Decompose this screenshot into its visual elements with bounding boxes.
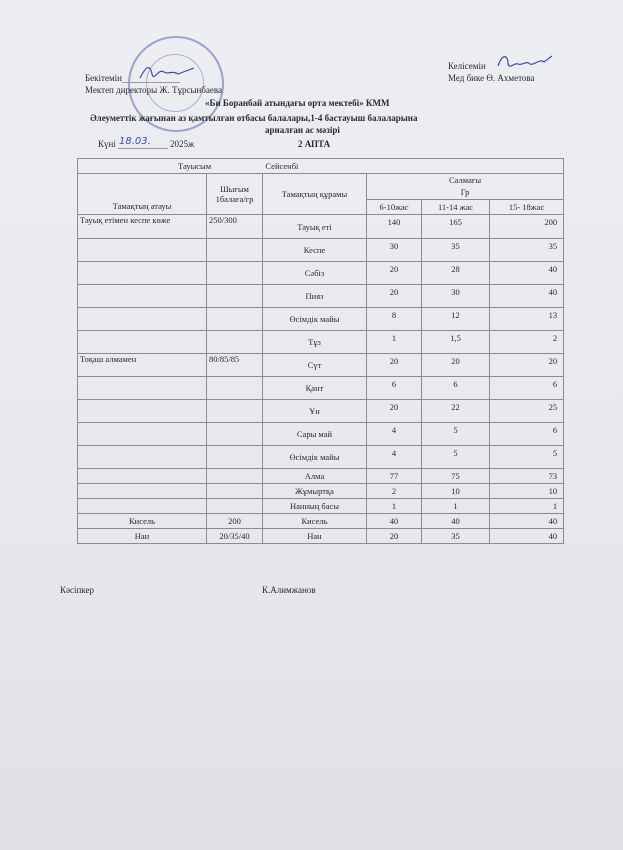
table-row: [78, 499, 564, 514]
weight-11-14-cell: 28: [422, 262, 490, 285]
weight-15-18-cell: 35: [490, 239, 564, 262]
header-ingredients: Тамақтың құрамы: [263, 174, 367, 215]
yield-cell: [207, 308, 263, 331]
date-underline: [118, 148, 168, 149]
weight-6-10-cell: 20: [367, 354, 422, 377]
weight-11-14-cell: 35: [422, 239, 490, 262]
weight-6-10-cell: 20: [367, 262, 422, 285]
table-row: [78, 377, 564, 400]
weight-15-18-cell: 200: [490, 215, 564, 239]
weight-11-14-cell: 1: [422, 499, 490, 514]
dish-cell: [78, 400, 207, 423]
nurse-name: Мед бике Ө. Ахметова: [448, 73, 535, 83]
table-row: [78, 529, 564, 544]
weight-11-14-cell: 1,5: [422, 331, 490, 354]
yield-cell: [207, 484, 263, 499]
weight-11-14-cell: 20: [422, 354, 490, 377]
weight-15-18-cell: 2: [490, 331, 564, 354]
ingredient-cell: Сары май: [263, 423, 367, 446]
yield-cell: [207, 423, 263, 446]
header-yield: Шығым 1балаға/гр: [207, 174, 263, 215]
weight-6-10-cell: 77: [367, 469, 422, 484]
date-prefix: Күні: [98, 139, 116, 149]
dish-cell: Нан: [78, 529, 207, 544]
yield-cell: [207, 446, 263, 469]
header-age-11-14: 11-14 жас: [422, 200, 490, 215]
weight-11-14-cell: 75: [422, 469, 490, 484]
weight-11-14-cell: 10: [422, 484, 490, 499]
ingredient-cell: Өсімдік майы: [263, 446, 367, 469]
yield-cell: [207, 400, 263, 423]
dish-cell: [78, 469, 207, 484]
table-row: [78, 331, 564, 354]
date-handwritten: 18.03.: [119, 136, 151, 147]
weight-6-10-cell: 6: [367, 377, 422, 400]
dish-cell: [78, 446, 207, 469]
weight-15-18-cell: 6: [490, 423, 564, 446]
ingredient-cell: Нанның басы: [263, 499, 367, 514]
weight-11-14-cell: 35: [422, 529, 490, 544]
yield-cell: 200: [207, 514, 263, 529]
table-row: [78, 400, 564, 423]
table-row: [78, 423, 564, 446]
day-label: Тауысым: [178, 161, 212, 171]
weight-11-14-cell: 5: [422, 423, 490, 446]
weight-6-10-cell: 1: [367, 499, 422, 514]
menu-title-line1: Әлеуметтік жағынан аз қамтылған отбасы балалары,1-4 бастауыш балаларына: [90, 113, 418, 123]
weight-15-18-cell: 1: [490, 499, 564, 514]
school-name: «Би Боранбай атындағы орта мектебі» КММ: [205, 98, 390, 108]
table-row: [78, 354, 564, 377]
dish-cell: [78, 308, 207, 331]
table-row: [78, 469, 564, 484]
weight-6-10-cell: 40: [367, 514, 422, 529]
yield-cell: [207, 499, 263, 514]
weight-6-10-cell: 30: [367, 239, 422, 262]
header-weight: [367, 174, 564, 200]
table-row: [78, 285, 564, 308]
ingredient-cell: Ұн: [263, 400, 367, 423]
menu-title-line2: арналған ас мәзірі: [265, 125, 340, 135]
director-signature: [138, 62, 198, 84]
weight-11-14-cell: 165: [422, 215, 490, 239]
weight-15-18-cell: 40: [490, 514, 564, 529]
table-row: [78, 446, 564, 469]
dish-cell: [78, 484, 207, 499]
header-weight-unit: Гр: [460, 186, 470, 197]
day-name: Сейсенбі: [265, 161, 299, 171]
table-row: [78, 484, 564, 499]
weight-11-14-cell: 6: [422, 377, 490, 400]
dish-cell: Тауық етімен кеспе көже: [78, 215, 207, 239]
table-day-cell: [78, 159, 564, 174]
weight-15-18-cell: 6: [490, 377, 564, 400]
ingredient-cell: Алма: [263, 469, 367, 484]
ingredient-cell: Кеспе: [263, 239, 367, 262]
header-dish: Тамақтың атауы: [78, 174, 207, 215]
week-label: 2 АПТА: [298, 139, 331, 149]
table-header-row1: [78, 174, 564, 200]
weight-11-14-cell: 12: [422, 308, 490, 331]
yield-cell: [207, 285, 263, 308]
approve-label: Бекітемін: [85, 73, 122, 83]
header-age-6-10: 6-10жас: [367, 200, 422, 215]
table-row: [78, 239, 564, 262]
weight-6-10-cell: 4: [367, 423, 422, 446]
menu-table: [77, 158, 564, 544]
dish-cell: [78, 423, 207, 446]
weight-15-18-cell: 5: [490, 446, 564, 469]
weight-11-14-cell: 5: [422, 446, 490, 469]
weight-15-18-cell: 40: [490, 285, 564, 308]
dish-cell: [78, 285, 207, 308]
table-row: [78, 262, 564, 285]
yield-cell: 250/300: [207, 215, 263, 239]
ingredient-cell: Пияз: [263, 285, 367, 308]
approve-signature-line: [122, 82, 180, 83]
weight-15-18-cell: 40: [490, 262, 564, 285]
weight-15-18-cell: 10: [490, 484, 564, 499]
weight-6-10-cell: 4: [367, 446, 422, 469]
yield-cell: [207, 377, 263, 400]
ingredient-cell: Кисель: [263, 514, 367, 529]
dish-cell: Тоқаш алмамен: [78, 354, 207, 377]
weight-15-18-cell: 20: [490, 354, 564, 377]
weight-6-10-cell: 20: [367, 285, 422, 308]
table-row: [78, 308, 564, 331]
yield-cell: 80/85/85: [207, 354, 263, 377]
weight-15-18-cell: 40: [490, 529, 564, 544]
ingredient-cell: Сәбіз: [263, 262, 367, 285]
yield-cell: [207, 262, 263, 285]
ingredient-cell: Нан: [263, 529, 367, 544]
dish-cell: [78, 331, 207, 354]
dish-cell: [78, 499, 207, 514]
weight-6-10-cell: 20: [367, 400, 422, 423]
weight-6-10-cell: 8: [367, 308, 422, 331]
weight-15-18-cell: 13: [490, 308, 564, 331]
nurse-signature: [496, 52, 554, 72]
footer-role: Кәсіпкер: [60, 585, 94, 595]
header-age-15-18: 15- 18жас: [490, 200, 564, 215]
weight-6-10-cell: 20: [367, 529, 422, 544]
dish-cell: [78, 377, 207, 400]
date-year: 2025ж: [170, 139, 195, 149]
footer-name: К.Алимжанов: [262, 585, 316, 595]
ingredient-cell: Тұз: [263, 331, 367, 354]
weight-6-10-cell: 1: [367, 331, 422, 354]
table-body: [78, 215, 564, 544]
agree-label: Келісемін: [448, 61, 486, 71]
weight-15-18-cell: 73: [490, 469, 564, 484]
dish-cell: [78, 262, 207, 285]
yield-cell: [207, 331, 263, 354]
yield-cell: [207, 469, 263, 484]
ingredient-cell: Қант: [263, 377, 367, 400]
header-weight-label: Салмағы: [449, 175, 482, 186]
weight-11-14-cell: 30: [422, 285, 490, 308]
table-day-row: [78, 159, 564, 174]
yield-cell: 20/35/40: [207, 529, 263, 544]
dish-cell: Кисель: [78, 514, 207, 529]
weight-6-10-cell: 140: [367, 215, 422, 239]
weight-11-14-cell: 22: [422, 400, 490, 423]
director-name: Мектеп директоры Ж. Тұрсынбаева: [85, 85, 222, 95]
ingredient-cell: Сүт: [263, 354, 367, 377]
yield-cell: [207, 239, 263, 262]
ingredient-cell: Өсімдік майы: [263, 308, 367, 331]
dish-cell: [78, 239, 207, 262]
table-row: [78, 215, 564, 239]
ingredient-cell: Тауық еті: [263, 215, 367, 239]
table-row: [78, 514, 564, 529]
ingredient-cell: Жұмыртқа: [263, 484, 367, 499]
weight-11-14-cell: 40: [422, 514, 490, 529]
weight-6-10-cell: 2: [367, 484, 422, 499]
weight-15-18-cell: 25: [490, 400, 564, 423]
